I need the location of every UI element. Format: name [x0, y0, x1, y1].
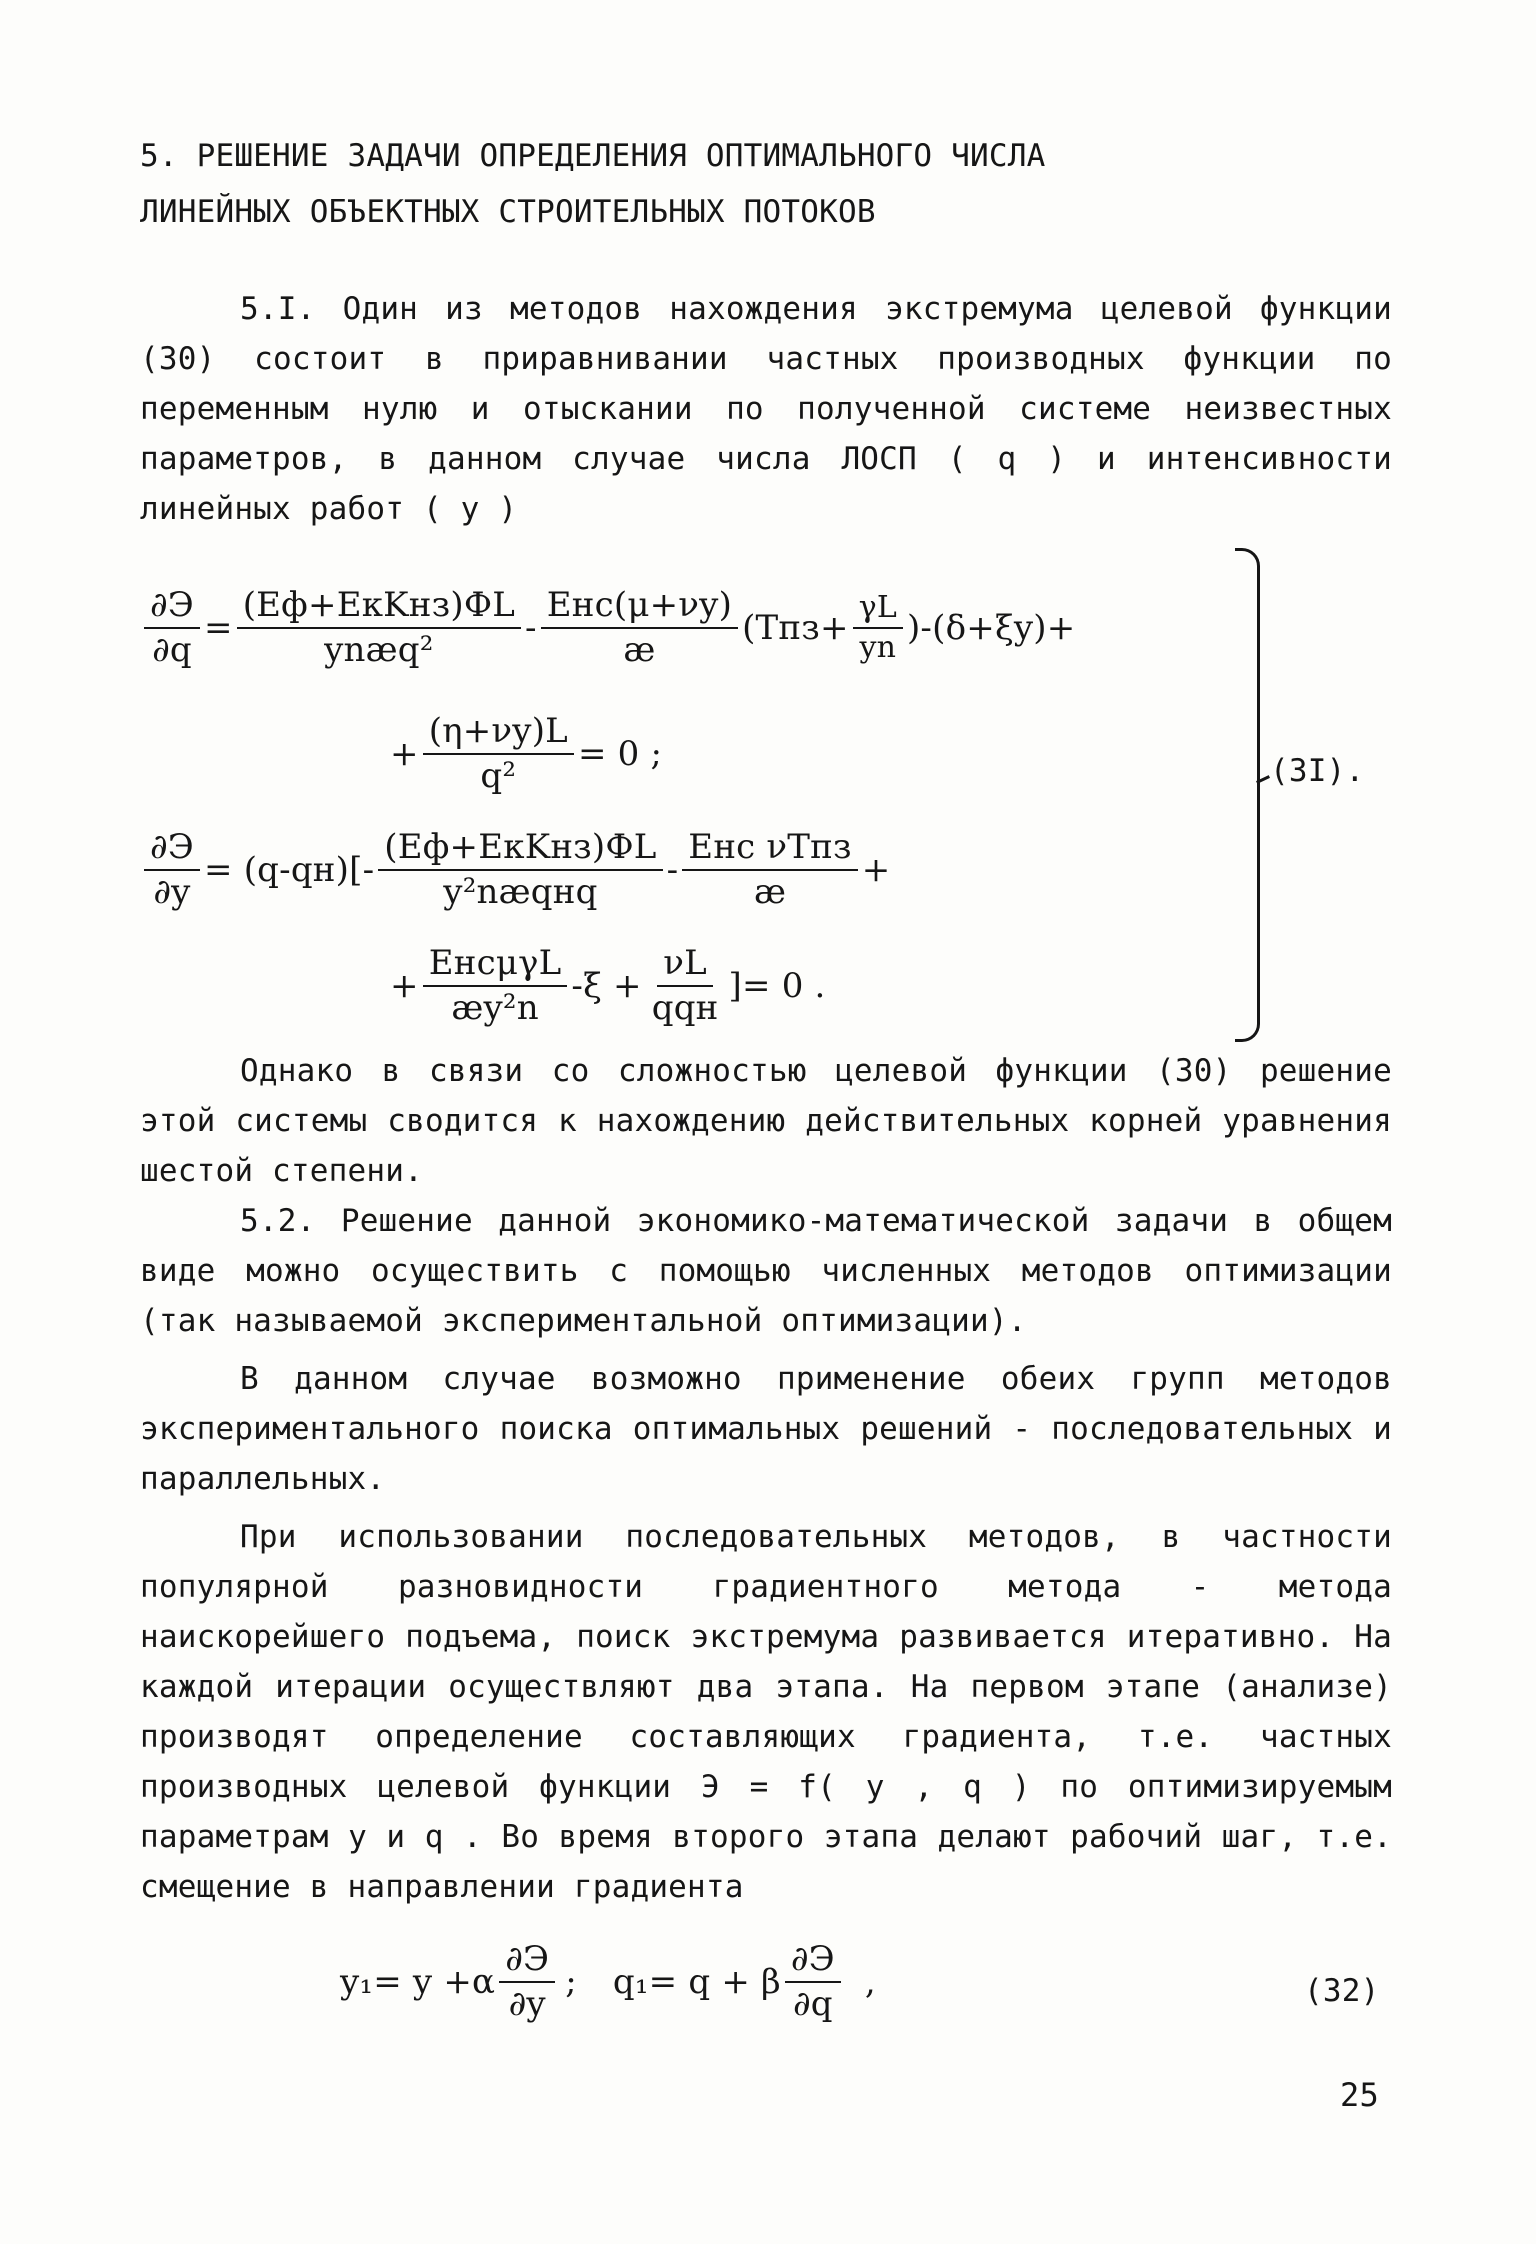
term-2: $\frac{\text{Eнс(μ+νy)}}{æ}$ [541, 586, 738, 670]
equation-32: y₁= y +α $\frac{\partial Э}{\partial y}$ ; q₁= q + β $\frac{\partial Э}{\partial q}$ , [340, 1939, 876, 2025]
derivative-e-y: $\frac{\partial Э}{\partial y}$ [144, 828, 200, 912]
equation-number-32: (32) [1304, 1973, 1380, 2009]
equation-31-row-2: + $\frac{(\eta+\nu y)L}{\text{q²}}$ = 0 ; [390, 711, 663, 797]
equation-31-row-4: + $\frac{\text{EнсμγL}}{\text{æy²n}}$ -ξ + $\frac{\nu L}{\text{qqн}}$ ]= 0 . [390, 943, 826, 1029]
term-6: $\frac{\text{EнсμγL}}{\text{æy²n}}$ [423, 944, 568, 1028]
heading-line-1: 5. РЕШЕНИЕ ЗАДАЧИ ОПРЕДЕЛЕНИЯ ОПТИМАЛЬНОГО ЧИСЛА [140, 138, 1046, 174]
section-heading [140, 128, 1380, 240]
term-3: $\frac{(\eta+\nu y)L}{\text{q²}}$ [423, 712, 574, 796]
term-1: $\frac{\text{(Eф+EкKнз)ФL}}{\text{ynæq²}}$ [237, 586, 521, 670]
text-block-main [140, 1046, 1392, 1912]
text-block-intro [140, 284, 1392, 534]
derivative-e-q: $\frac{\partial Э}{\partial q}$ [144, 586, 200, 670]
equation-31-row-3: $\frac{\partial Э}{\partial y}$ = (q-qн)[- $\frac{\text{(Eф+EкKнз)ФL}}{\text{y²næqнq}}$ - $\frac{\text{Eнс νTпз}}{æ}$ + [140, 828, 890, 912]
term-2-inner: $\frac{\gamma L}{yn}$ [853, 591, 903, 666]
paragraph-method-groups: В данном случае возможно применение обеих групп методов экспериментального поиска оптимальных решений - последовательных и параллельных. [140, 1361, 1392, 1497]
paragraph-5-1: 5.I. Один из методов нахождения экстремума целевой функции (30) состоит в приравнивании частных производных функции по переменным нулю и отыскании по полученной системе неизвестных параметров, в данном случае числа ЛОСП ( q ) и интенсивности линейных работ ( y ) [140, 291, 1392, 527]
term-5: $\frac{\text{Eнс νTпз}}{æ}$ [682, 828, 857, 912]
system-brace [1235, 548, 1260, 1042]
eq32-derivative-q: $\frac{\partial Э}{\partial q}$ [785, 1940, 841, 2024]
equation-31-row-1: $\frac{\partial Э}{\partial q}$ = $\frac{\text{(Eф+EкKнз)ФL}}{\text{ynæq²}}$ - $\frac{\text{Eнс(μ+νy)}}{æ}$ (Tпз+ $\frac{\gamma L}{yn}$ )-(δ+ξy)+ [140, 586, 1075, 670]
paragraph-sequential-methods: При использовании последовательных методов, в частности популярной разновидности градиентного метода - метода наискорейшего подъема, поиск экстремума развивается итеративно. На каждой итерации осуществляют два этапа. На первом этапе (анализе) производят определение составляющих градиента, т.е. частных производных целевой функции Э = f( y , q ) по оптимизируемым параметрам y и q . Во время второго этапа делают рабочий шаг, т.е. смещение в направлении градиента [140, 1519, 1392, 1905]
paragraph-after-31: Однако в связи со сложностью целевой функции (30) решение этой системы сводится к нахождению действительных корней уравнения шестой степени. [140, 1053, 1392, 1189]
page-number: 25 [1340, 2076, 1379, 2114]
term-7: $\frac{\nu L}{\text{qqн}}$ [651, 943, 719, 1029]
paragraph-5-2: 5.2. Решение данной экономико-математической задачи в общем виде можно осуществить с помощью численных методов оптимизации (так называемой экспериментальной оптимизации). [140, 1203, 1392, 1339]
heading-line-2: ЛИНЕЙНЫХ ОБЪЕКТНЫХ СТРОИТЕЛЬНЫХ ПОТОКОВ [140, 194, 876, 230]
equation-number-31: (3I). [1270, 753, 1365, 789]
term-4: $\frac{\text{(Eф+EкKнз)ФL}}{\text{y²næqнq}}$ [378, 828, 662, 912]
eq32-derivative-y: $\frac{\partial Э}{\partial y}$ [499, 1940, 555, 2024]
